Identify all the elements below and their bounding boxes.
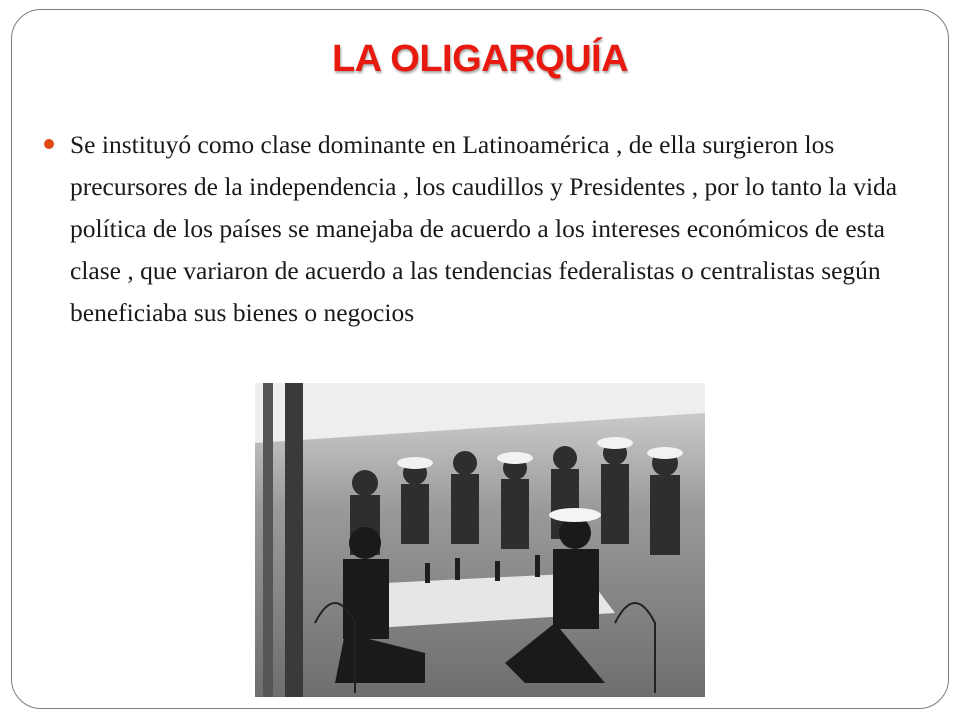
bullet-item <box>40 124 920 334</box>
bullet-icon <box>44 139 54 149</box>
slide-body <box>40 124 920 334</box>
banquet-photo-illustration <box>255 383 705 697</box>
historical-banquet-photo <box>255 383 705 697</box>
slide-title: LA OLIGARQUÍA <box>331 38 629 80</box>
bullet-text: Se instituyó como clase dominante en Latinoamérica , de ella surgieron los precursores de la independencia , los caudillos y Presidentes , por lo tanto la vida política de los países se manejaba de acuerdo a los intereses económicos de esta clase , que variaron de acuerdo a las tendencias federalistas o centralistas según beneficiaba sus bienes o negocios <box>70 130 898 327</box>
